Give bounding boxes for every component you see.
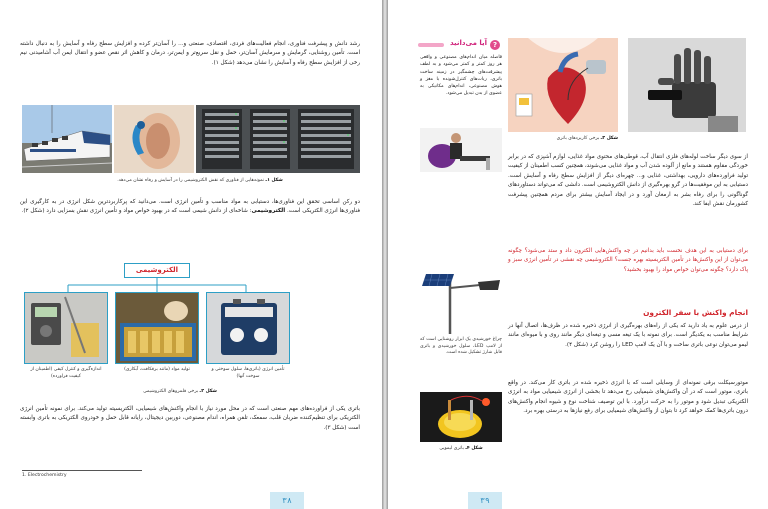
material-production-photo — [115, 292, 199, 364]
solar-lamp-caption: چراغ خورشیدی یک ابزار روشنایی است که از لامپ LED، سلول خورشیدی و باتری قابل شارژ تشکیل شده است. — [420, 337, 502, 356]
fig4-caption: شکل ۴ـ باتری لیمویی — [439, 446, 483, 451]
train-photo — [22, 105, 112, 173]
footnote: 1. Electrochemistry — [22, 473, 67, 478]
left-page — [0, 0, 382, 509]
right-page — [388, 0, 768, 509]
lemon-battery-photo — [420, 392, 502, 442]
right-paragraph-questions: برای دستیابی به این هدف نخست باید بدانیم در چه واکنش‌هایی الکترون داد و ستد می‌شود؟ چگونه می‌توان از این واکنش‌ها در تأمین الکتریسیته بهره جست؟ الکتروشیمی چه نقشی در تأمین انرژی سبز و پاک دارد؟ چگونه می‌توان خواص مواد را بهبود بخشید؟ — [508, 248, 748, 273]
server-room-photo — [196, 105, 360, 173]
section-title: انجام واکنش با سفر الکترون — [643, 308, 748, 317]
page-number-right: ۳۹ — [468, 492, 502, 509]
title-decor-bar — [418, 43, 444, 47]
fig2-label-quality-control: اندازه‌گیری و کنترل کیفی (اطمینان از کیفیت فراورده) — [30, 367, 102, 379]
solar-lamp-photo — [420, 270, 502, 334]
man-with-prosthesis-photo — [420, 128, 502, 172]
fig2-connector-lines — [20, 263, 360, 293]
right-paragraph-2: از درس علوم به یاد دارید که یکی از راه‌های بهره‌گیری از انرژی ذخیره شده در ظرف‌ها، اتصال آنها در شرایط مناسب به یکدیگر است. برای نمونه با یک تیغه مسی و تیغه‌ای دیگر مانند روی و با میوه‌ای مانند لیمو می‌توان نوعی باتری ساخت و با آن یک لامپ LED را روشن کرد (شکل ۴). — [508, 323, 748, 348]
pacemaker-photo — [508, 38, 618, 132]
info-badge-icon: ? — [490, 40, 500, 50]
did-you-know-text: فاصله میان اندام‌های مصنوعی و واقعی هر روز کمتر و کمتر می‌شود و به لطف پیشرفت‌های چشمگیر در زمینه ساخت باتری، ربات‌های کنترل‌شونده با مغز و هوش مصنوعی، اندام‌های مکانیکی به عضوی از بدن تبدیل می‌شود. — [420, 55, 502, 97]
fig3-caption: شکل ۳ـ برخی کاربردهای باتری — [556, 136, 618, 141]
right-paragraph-3: موتورسیکلت برقی نمونه‌ای از وسایلی است که با انرژی ذخیره شده در باتری کار می‌کند. در واقع باتری، موتور است که در آن واکنش‌های شیمیایی رخ می‌دهد تا بخشی از انرژی شیمیایی مواد به انرژی الکتریکی تبدیل شود و موتور را به حرکت درآورد. با این توصیف شناخت نوع و شیوه انجام واکنش‌های درون باتری‌ها کمک خواهد کرد تا بتوان از واکنش‌های شیمیایی برای رفع نیازها به درستی بهره برد. — [508, 380, 748, 415]
did-you-know-title: آیا می‌دانید — [449, 39, 487, 47]
did-you-know-header — [420, 39, 500, 51]
hearing-aid-photo — [114, 105, 194, 173]
fig2-caption: شکل ۲ـ برخی قلمروهای الکتروشیمی — [143, 389, 217, 394]
fig2-label-energy: تأمین انرژی (باتری‌ها، سلول سوختی و سوخت آنها) — [211, 367, 285, 379]
footnote-divider — [22, 470, 142, 471]
left-paragraph-1: رشد دانش و پیشرفت فناوری، انجام فعالیت‌های فردی، اقتصادی، صنعتی و... را آسان‌تر کرده و افزایش سطح رفاه و آسایش را به دنبال داشته است. تأمین روشنایی، گرمایش و سرمایش آسان‌تر، حمل و نقل سریع‌تر و ایمن‌تر، درمان و کاهش اثر نقص عضو و انتقال ایمن آب آشامیدنی نیم رخی از افزایش سطح رفاه و آسایش را نشان می‌دهد (شکل ۱). — [20, 41, 360, 66]
energy-battery-photo — [206, 292, 290, 364]
right-paragraph-1: از سوی دیگر ساخت لوله‌های فلزی انتقال آب، قوطی‌های محتوی مواد غذایی، لوازم آشپزی که در برابر خوردگی مقاوم هستند و مانع از آلوده شدن آب و مواد غذایی می‌شوند، همچنین کسب اطمینان از کیفیت تولید فراورده‌های دارویی، بهداشتی، غذایی و... چهره‌ای دیگر از افزایش سطح رفاه و آسایش است. دستیابی به این موفقیت‌ها در گرو بهره‌گیری از دانش الکتروشیمی است. دانشی که می‌تواند دستاوردهای گوناگونی را برای رفاه بشر به ارمغان آورد و در ایجاد آسایش بیشتر برای مردم همچنین پیشرفت کشورمان نقش ایفا کند. — [508, 154, 748, 208]
left-paragraph-2: دو رکن اساسی تحقق این فناوری‌ها، دستیابی به مواد مناسب و تأمین انرژی است. می‌دانید که پرکاربردترین شکل انرژی در به کارگیری این فناوری‌ها انرژی الکتریکی است. الکتروشیمی: شاخه‌ای از دانش شیمی است که در بهبود خواص مواد و تأمین انرژی نقش بسزایی دارد (شکل ۲). — [20, 199, 360, 215]
diagram-title: الکتروشیمی — [124, 263, 190, 278]
fig2-label-material-production: تولید مواد (مانند برقکافت، آبکاری) — [124, 367, 190, 372]
robotic-hand-photo — [628, 38, 746, 132]
page-number-left: ۳۸ — [270, 492, 304, 509]
fig1-caption: شکل ۱ـ نمونه‌هایی از فناوری که نقش الکتروشیمی را در آسایش و رفاه نشان می‌دهد. — [117, 178, 283, 183]
left-paragraph-3: باتری یکی از فراورده‌های مهم صنعتی است که در محل مورد نیاز با انجام واکنش‌های شیمیایی، الکتریسیته تولید می‌کند. برای نمونه تأمین انرژی الکتریکی برای تنظیم‌کننده ضربان قلب، سمعک، تلفن همراه، اندام مصنوعی، دوربین دیجیتال، رایانه قابل حمل و خودروی الکتریکی به باتری وابسته است (شکل ۳). — [20, 406, 360, 431]
quality-control-photo — [24, 292, 108, 364]
